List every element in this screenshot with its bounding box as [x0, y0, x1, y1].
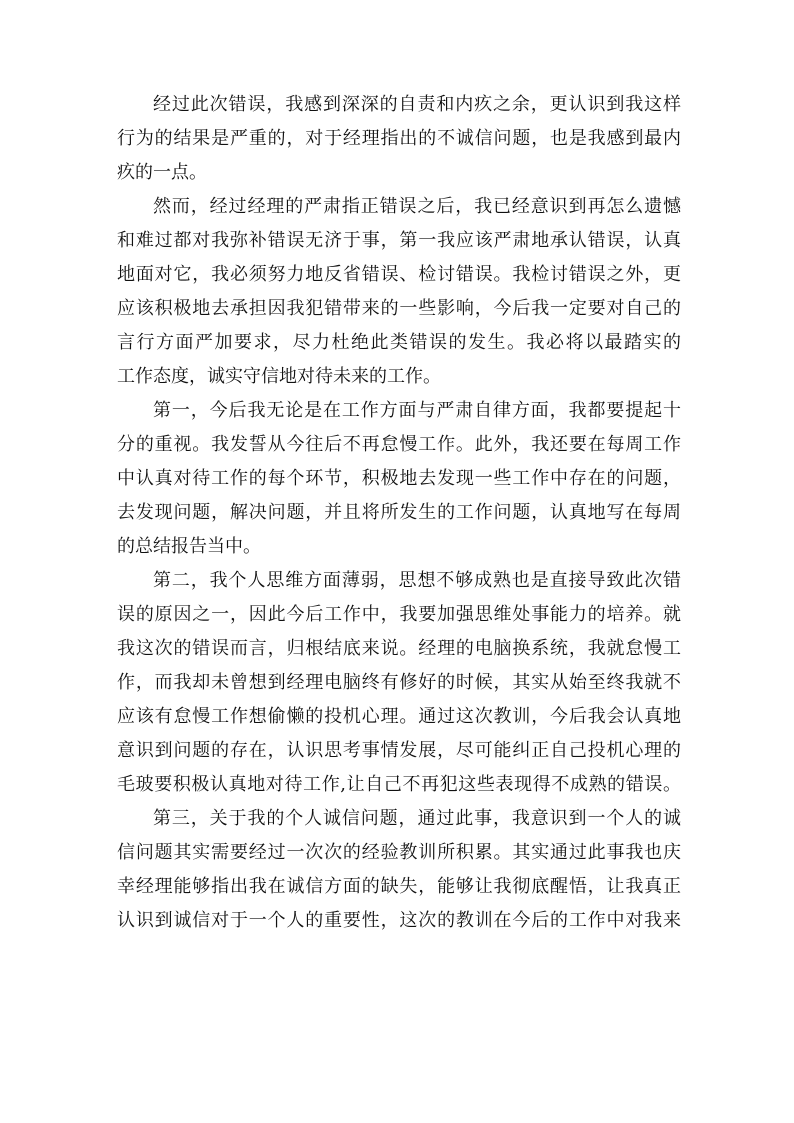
- text-line: 认识到诚信对于一个人的重要性，这次的教训在今后的工作中对我来: [117, 910, 681, 931]
- text-line: 意识到问题的存在，认识思考事情发展，尽可能纠正自己投机心理的: [117, 740, 681, 761]
- text-line: 中认真对待工作的每个环节，积极地去发现一些工作中存在的问题，: [117, 468, 681, 489]
- text-line: 然而，经过经理的严肃指正错误之后，我已经意识到再怎么遗憾: [153, 196, 681, 217]
- text-line: 幸经理能够指出我在诚信方面的缺失，能够让我彻底醒悟，让我真正: [117, 876, 681, 897]
- paragraph-5: [117, 802, 681, 938]
- text-line: 作，而我却未曾想到经理电脑终有修好的时候，其实从始至终我就不: [117, 672, 681, 693]
- text-line: 地面对它，我必须努力地反省错误、检讨错误。我检讨错误之外，更: [117, 264, 681, 285]
- paragraph-3: [117, 394, 681, 564]
- text-line: 误的原因之一，因此今后工作中，我要加强思维处事能力的培养。就: [117, 604, 681, 625]
- text-line: 和难过都对我弥补错误无济于事，第一我应该严肃地承认错误，认真: [117, 230, 681, 251]
- text-line: 第二，我个人思维方面薄弱，思想不够成熟也是直接导致此次错: [153, 570, 681, 591]
- text-line: 疚的一点。: [117, 162, 207, 183]
- text-line: 言行方面严加要求，尽力杜绝此类错误的发生。我必将以最踏实的: [117, 332, 681, 353]
- text-line: 工作态度，诚实守信地对待未来的工作。: [117, 366, 441, 387]
- text-line: 的总结报告当中。: [117, 536, 261, 557]
- text-line: 分的重视。我发誓从今往后不再怠慢工作。此外，我还要在每周工作: [117, 434, 681, 455]
- document-page: [117, 88, 681, 938]
- paragraph-1: [117, 88, 681, 190]
- text-line: 第三，关于我的个人诚信问题，通过此事，我意识到一个人的诚: [153, 808, 681, 829]
- paragraph-2: [117, 190, 681, 394]
- text-line: 我这次的错误而言，归根结底来说。经理的电脑换系统，我就怠慢工: [117, 638, 681, 659]
- text-line: 第一，今后我无论是在工作方面与严肃自律方面，我都要提起十: [153, 400, 681, 421]
- text-line: 应该积极地去承担因我犯错带来的一些影响，今后我一定要对自己的: [117, 298, 681, 319]
- text-line: 行为的结果是严重的，对于经理指出的不诚信问题，也是我感到最内: [117, 128, 681, 149]
- text-line: 毛玻要积极认真地对待工作,让自己不再犯这些表现得不成熟的错误。: [117, 774, 681, 795]
- text-line: 去发现问题，解决问题，并且将所发生的工作问题，认真地写在每周: [117, 502, 681, 523]
- text-line: 经过此次错误，我感到深深的自责和内疚之余，更认识到我这样: [153, 94, 681, 115]
- text-line: 应该有怠慢工作想偷懒的投机心理。通过这次教训，今后我会认真地: [117, 706, 681, 727]
- text-line: 信问题其实需要经过一次次的经验教训所积累。其实通过此事我也庆: [117, 842, 681, 863]
- paragraph-4: [117, 564, 681, 802]
